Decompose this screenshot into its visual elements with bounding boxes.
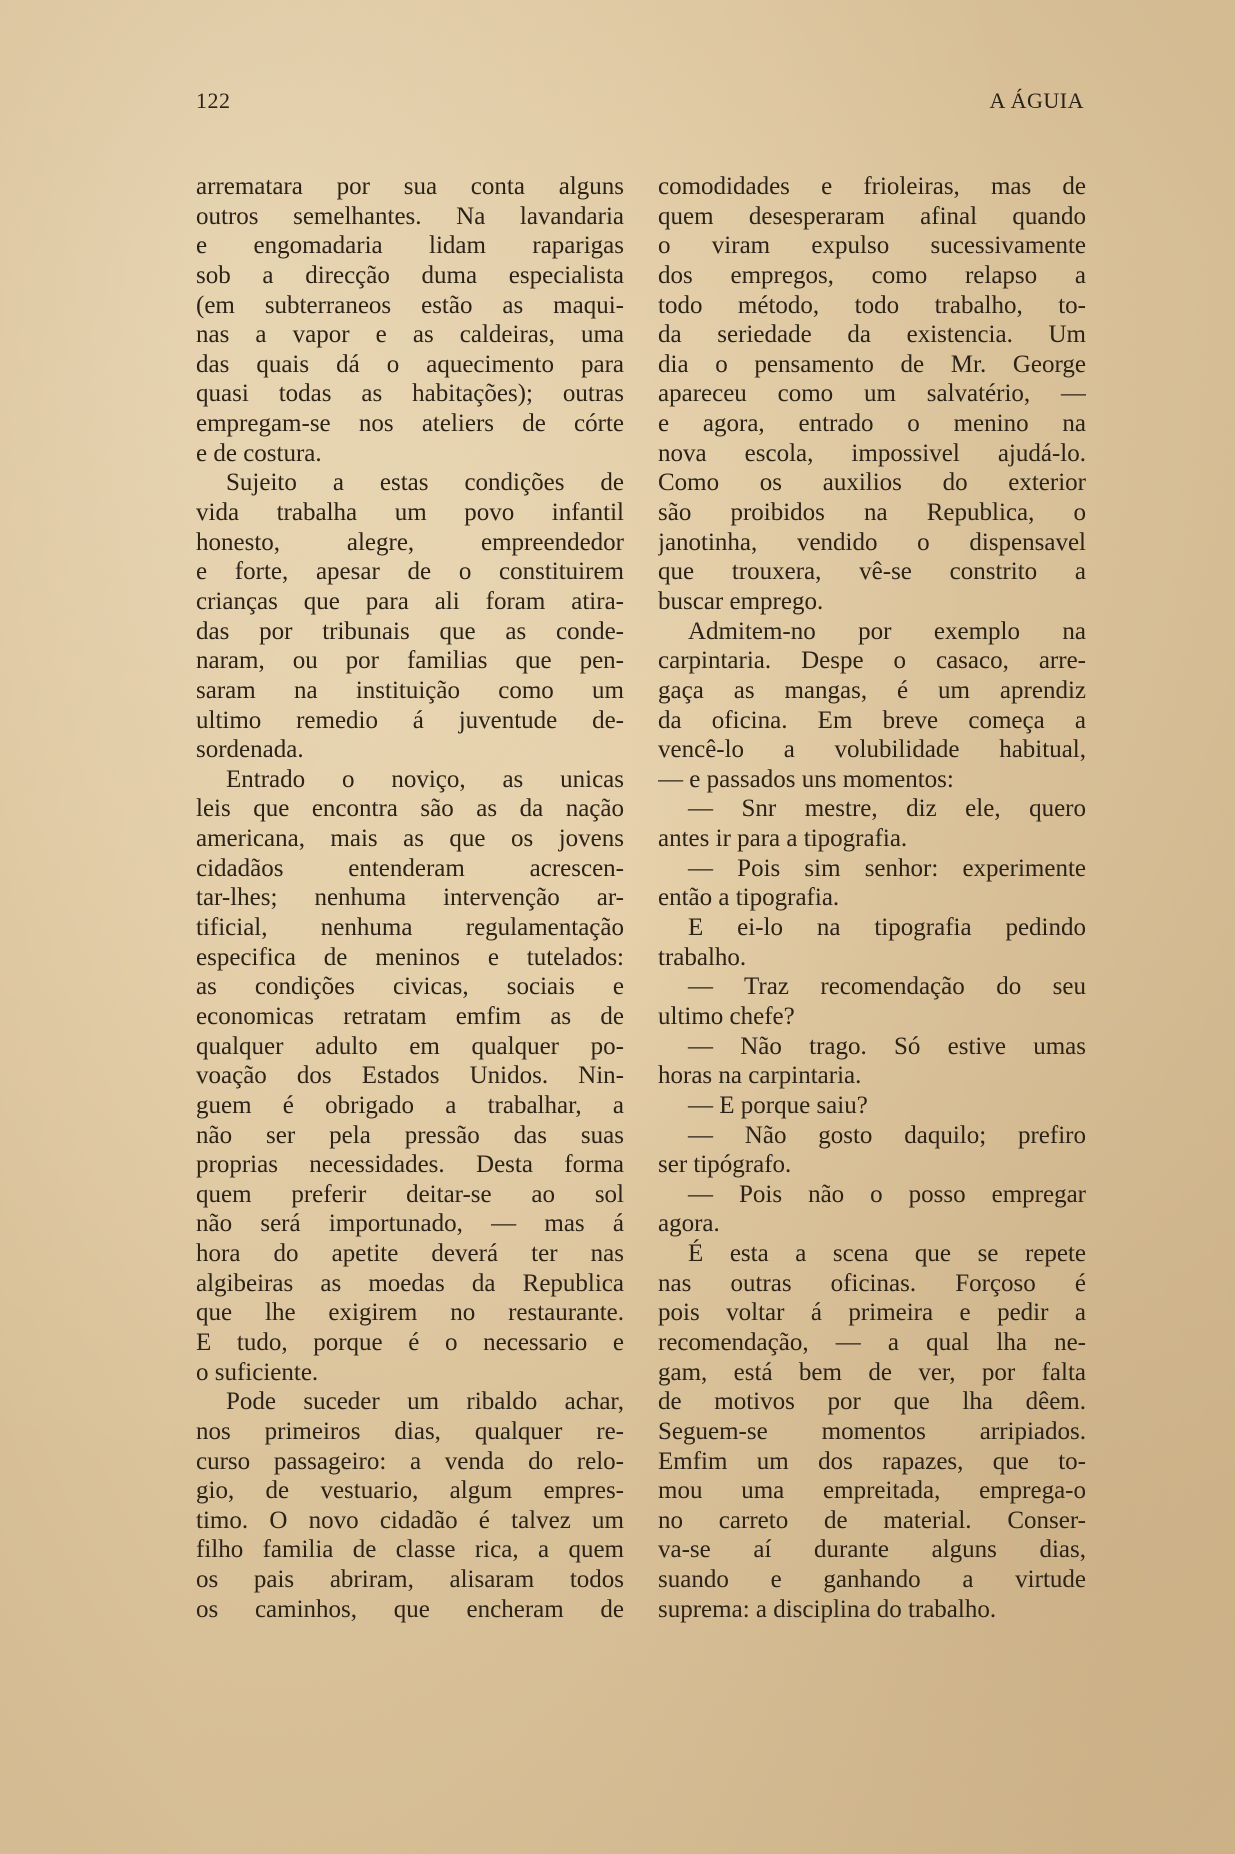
text-line: É esta a scena que se repete: [688, 1240, 1086, 1268]
text-line: mou uma empreitada, emprega-o: [658, 1477, 1086, 1505]
text-line: são proibidos na Republica, o: [658, 499, 1086, 527]
running-head: [196, 88, 1084, 118]
text-line: gam, está bem de ver, por falta: [658, 1358, 1086, 1386]
text-line: americana, mais as que os jovens: [196, 825, 624, 853]
text-line: cidadãos entenderam acrescen-: [196, 854, 624, 882]
text-line: proprias necessidades. Desta forma: [196, 1151, 624, 1179]
text-line: curso passageiro: a venda do relo-: [196, 1447, 624, 1475]
text-line: voação dos Estados Unidos. Nin-: [196, 1062, 624, 1090]
text-line: então a tipografia.: [658, 884, 840, 912]
text-line: crianças que para ali foram atira-: [196, 587, 624, 615]
page-number: 122: [196, 88, 231, 113]
text-line: ultimo remedio á juventude de-: [196, 706, 624, 734]
text-line: das quais dá o aquecimento para: [196, 350, 624, 378]
text-line: tar-lhes; nenhuma intervenção ar-: [196, 884, 624, 912]
text-line: não será importunado, — mas á: [196, 1210, 624, 1238]
text-line: empregam-se nos ateliers de córte: [196, 410, 624, 438]
text-line: Entrado o noviço, as unicas: [226, 765, 624, 793]
text-line: janotinha, vendido o dispensavel: [658, 528, 1086, 556]
text-line: saram na instituição como um: [196, 676, 624, 704]
text-line: comodidades e frioleiras, mas de: [658, 173, 1086, 200]
text-line: que lhe exigirem no restaurante.: [196, 1299, 624, 1327]
text-line: (em subterraneos estão as maqui-: [196, 291, 624, 319]
text-line: que trouxera, vê-se constrito a: [658, 558, 1086, 586]
text-line: trabalho.: [658, 943, 747, 971]
text-line: E tudo, porque é o necessario e: [196, 1328, 624, 1356]
text-line: va-se aí durante alguns dias,: [658, 1536, 1086, 1564]
text-line: horas na carpintaria.: [658, 1062, 862, 1090]
text-line: todo método, todo trabalho, to-: [658, 291, 1086, 319]
text-line: e de costura.: [196, 439, 322, 467]
text-line: Pode suceder um ribaldo achar,: [226, 1388, 624, 1416]
text-line: — Não trago. Só estive umas: [688, 1032, 1086, 1060]
text-line: — Não gosto daquilo; prefiro: [688, 1121, 1086, 1149]
text-line: quem preferir deitar-se ao sol: [196, 1180, 624, 1208]
text-line: ultimo chefe?: [658, 1002, 795, 1030]
text-line: algibeiras as moedas da Republica: [196, 1269, 624, 1297]
text-line: Emfim um dos rapazes, que to-: [658, 1447, 1086, 1475]
text-line: recomendação, — a qual lha ne-: [658, 1328, 1086, 1356]
left-text-column: [196, 172, 624, 1624]
text-line: e forte, apesar de o constituirem: [196, 558, 624, 586]
text-line: o suficiente.: [196, 1358, 319, 1386]
text-line: especifica de meninos e tutelados:: [196, 943, 624, 971]
text-line: o viram expulso sucessivamente: [658, 232, 1086, 260]
text-line: das por tribunais que as conde-: [196, 617, 624, 645]
text-line: Admitem-no por exemplo na: [688, 617, 1086, 645]
text-line: da oficina. Em breve começa a: [658, 706, 1086, 734]
text-line: — e passados uns momentos:: [658, 765, 954, 793]
journal-title: A ÁGUIA: [989, 88, 1084, 113]
text-line: — E porque saiu?: [688, 1091, 868, 1119]
text-line: — Pois sim senhor: experimente: [688, 854, 1086, 882]
text-line: — Traz recomendação do seu: [688, 973, 1086, 1001]
text-line: arrematara por sua conta alguns: [196, 173, 624, 200]
text-line: suando e ganhando a virtude: [658, 1566, 1086, 1594]
text-line: suprema: a disciplina do trabalho.: [658, 1595, 997, 1623]
text-line: gaça as mangas, é um aprendiz: [658, 676, 1086, 704]
text-line: apareceu como um salvatério, —: [658, 380, 1086, 408]
text-line: hora do apetite deverá ter nas: [196, 1240, 624, 1268]
text-line: economicas retratam emfim as de: [196, 1002, 624, 1030]
text-line: leis que encontra são as da nação: [196, 795, 624, 823]
text-line: gio, de vestuario, algum empres-: [196, 1477, 624, 1505]
text-line: buscar emprego.: [658, 587, 824, 615]
text-line: e engomadaria lidam raparigas: [196, 232, 624, 260]
text-line: sordenada.: [196, 736, 304, 764]
text-line: quasi todas as habitações); outras: [196, 380, 624, 408]
text-line: Como os auxilios do exterior: [658, 469, 1086, 497]
text-line: filho familia de classe rica, a quem: [196, 1536, 624, 1564]
text-line: nova escola, impossivel ajudá-lo.: [658, 439, 1086, 467]
text-line: nas a vapor e as caldeiras, uma: [196, 321, 624, 349]
text-line: sob a direcção duma especialista: [196, 261, 624, 289]
text-line: carpintaria. Despe o casaco, arre-: [658, 647, 1086, 675]
text-line: Seguem-se momentos arripiados.: [658, 1417, 1086, 1445]
text-line: honesto, alegre, empreendedor: [196, 528, 624, 556]
text-line: ser tipógrafo.: [658, 1151, 792, 1179]
text-line: — Pois não o posso empregar: [688, 1180, 1086, 1208]
text-line: os pais abriram, alisaram todos: [196, 1566, 624, 1594]
text-line: outros semelhantes. Na lavandaria: [196, 202, 624, 230]
text-line: qualquer adulto em qualquer po-: [196, 1032, 624, 1060]
text-line: nos primeiros dias, qualquer re-: [196, 1417, 624, 1445]
text-line: guem é obrigado a trabalhar, a: [196, 1091, 624, 1119]
text-line: E ei-lo na tipografia pedindo: [688, 914, 1086, 942]
text-line: dia o pensamento de Mr. George: [658, 350, 1086, 378]
text-line: quem desesperaram afinal quando: [658, 202, 1086, 230]
text-line: vencê-lo a volubilidade habitual,: [658, 736, 1086, 764]
text-line: — Snr mestre, diz ele, quero: [688, 795, 1086, 823]
right-text-column: [658, 172, 1086, 1624]
text-line: timo. O novo cidadão é talvez um: [196, 1506, 624, 1534]
text-line: nas outras oficinas. Forçoso é: [658, 1269, 1086, 1297]
text-line: não ser pela pressão das suas: [196, 1121, 624, 1149]
text-line: de motivos por que lha dêem.: [658, 1388, 1086, 1416]
text-line: agora.: [658, 1210, 720, 1238]
text-line: dos empregos, como relapso a: [658, 261, 1086, 289]
text-line: tificial, nenhuma regulamentação: [196, 914, 624, 942]
text-line: naram, ou por familias que pen-: [196, 647, 624, 675]
text-line: da seriedade da existencia. Um: [658, 321, 1086, 349]
text-line: e agora, entrado o menino na: [658, 410, 1086, 438]
text-line: Sujeito a estas condições de: [226, 469, 624, 497]
text-line: vida trabalha um povo infantil: [196, 499, 624, 527]
text-line: as condições civicas, sociais e: [196, 973, 624, 1001]
text-line: pois voltar á primeira e pedir a: [658, 1299, 1086, 1327]
text-line: os caminhos, que encheram de: [196, 1595, 624, 1623]
text-line: antes ir para a tipografia.: [658, 825, 908, 853]
text-line: no carreto de material. Conser-: [658, 1506, 1086, 1534]
